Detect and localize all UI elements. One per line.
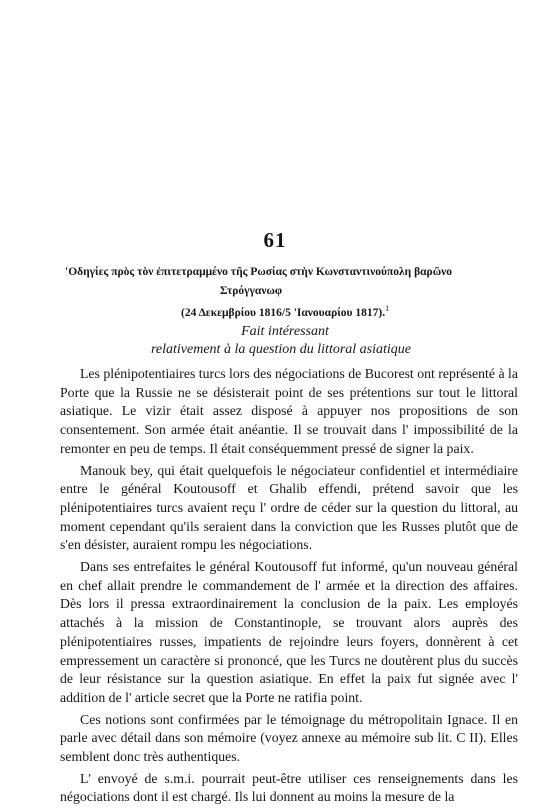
paragraph-4: Ces notions sont confirmées par le témoignage du métropolitain Ignace. Il en parle avec détail dans son mémoire (voyez annexe au mémoire sub lit. C II). Elles semblent donc très authentiques. — [60, 711, 518, 765]
date-text: (24 Δεκεμβρίου 1816/5 'Ιανουαρίου 1817). — [181, 306, 386, 319]
greek-title-line-1: 'Οδηγίες πρὸς τὸν ἐπιτετραμμένο τῆς Ρωσίας στὴν Κωνσταντινούπολη βαρῶνο — [65, 266, 452, 278]
paragraph-2: Manouk bey, qui était quelquefois le négociateur confidentiel et intermédiaire entre le général Koutousoff et Ghalib effendi, prétend savoir que les plénipotentiaires turcs avaient reçu l' ordre de céder sur la question du littoral, au moment cependant qu'ils seraient dans la conviction que les Russes plutôt que de s'en désister, auraient rompu les négociations. — [60, 462, 518, 553]
footnote-marker: 1 — [385, 304, 390, 313]
paragraph-1: Les plénipotentiaires turcs lors des négociations de Bucorest ont représenté à la Porte que la Russie ne se désisterait point de ses prétentions sur tout le littoral asiatique. Le vizir était assez disposé à appuyer nos propositions de son consentement. Son armée était anéantie. Il se trouvait dans l' impossibilité de la remonter en peu de temps. Il était conséquemment pressé de signer la paix. — [60, 366, 518, 456]
date-line — [181, 304, 389, 319]
subtitle-line-2: relativement à la question du littoral asiatique — [150, 342, 411, 357]
paragraph-5: L' envoyé de s.m.i. pourrait peut-être utiliser ces renseignements dans les négociations dont il est chargé. Ils lui donnent au moins la mesure de la — [60, 770, 518, 805]
body-text — [60, 365, 518, 810]
document-number: 61 — [263, 228, 287, 252]
paragraph-3: Dans ses entrefaites le général Koutousoff fut informé, qu'un nouveau général en chef allait prendre le commandement de l' armée et la direction des affaires. Dès lors il pressa extraordinairement la conclusion de la paix. Les employés attachés à la mission de Constantinople, se trouvant alors auprès des plénipotentiaires russes, impatients de rejoindre leurs foyers, donnèrent à cet empressement un caractère si prononcé, que les Turcs ne doutèrent plus du succès de leur résistance sur la question asiatique. En effet la paix fut signée avec l' addition de l' article secret que la Porte ne ratifia point. — [60, 559, 518, 705]
subtitle-line-1: Fait intéressant — [241, 324, 329, 339]
greek-title-line-2: Στρόγγανωφ — [220, 285, 283, 297]
